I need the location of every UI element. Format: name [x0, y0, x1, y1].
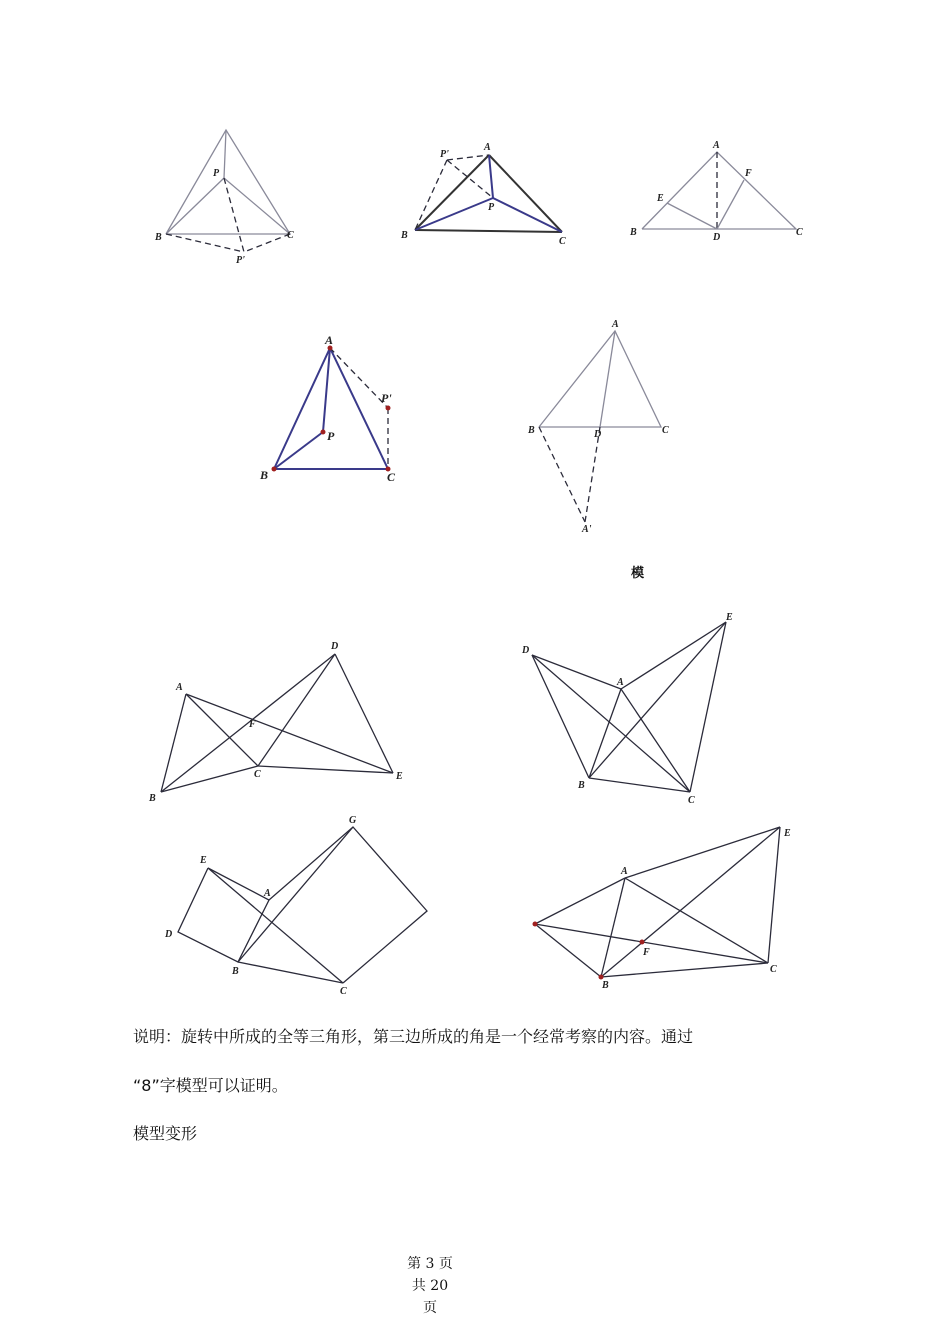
fig5-label-c: C	[662, 425, 669, 436]
fig6-label-f: F	[249, 719, 256, 730]
fig3-label-b: B	[630, 227, 637, 238]
fig4-triangle	[274, 348, 388, 469]
fig4-segment-bp	[274, 432, 323, 469]
fig6-segment-ac	[186, 694, 258, 766]
fig4-dashed-ap	[330, 348, 388, 408]
fig1-segment-bp	[166, 178, 224, 234]
figure-7	[521, 612, 733, 806]
figure-2	[400, 142, 566, 247]
fig4-label-c: C	[387, 470, 396, 484]
fig8-label-c: C	[340, 986, 347, 997]
fig4-label-p: P	[327, 429, 335, 443]
fig1-label-p: P	[213, 168, 220, 179]
footer-page-unit: 页	[423, 1300, 437, 1316]
fig2-segment-bc	[415, 230, 562, 232]
fig7-segment-bd	[589, 622, 726, 778]
figure-5	[527, 319, 669, 535]
fig7-label-c: C	[688, 795, 695, 806]
fig6-segment-bd	[161, 654, 335, 792]
fig6-label-e: E	[396, 771, 403, 782]
fig8-segment-ec	[208, 868, 343, 983]
note-line-1: 说明：旋转中所成的全等三角形，第三边所成的角是一个经常考察的内容。通过	[133, 1027, 694, 1046]
fig5-label-a-prime: A'	[582, 524, 592, 535]
fig6-segment-cd	[258, 654, 335, 766]
fig3-segment-ed	[667, 203, 717, 229]
fig9-label-b: B	[602, 980, 609, 991]
fig7-segment-ad	[621, 622, 726, 689]
fig5-label-d: D	[594, 429, 602, 440]
fig6-segment-ae	[186, 694, 393, 773]
fig8-segment-bc	[238, 962, 343, 983]
fig7-label-e: E	[726, 612, 733, 623]
fig3-label-d: D	[713, 232, 721, 243]
fig6-segment-ce	[258, 766, 393, 773]
fig8-label-e: E	[200, 855, 207, 866]
fig9-label-e: E	[784, 828, 791, 839]
fig4-point-p	[321, 430, 326, 435]
fig8-label-d: D	[165, 929, 173, 940]
fig5-segment-ad	[600, 331, 615, 427]
fig8-square-edab	[178, 868, 269, 962]
fig9-label-c: C	[770, 964, 777, 975]
fig9-point-b	[599, 975, 604, 980]
figure-9	[533, 827, 792, 991]
page-footer	[400, 1253, 460, 1319]
figure-3	[629, 140, 803, 243]
footer-total-pages: 共 20	[411, 1278, 449, 1294]
fig1-label-b: B	[155, 232, 162, 243]
fig1-label-p-prime: P'	[236, 255, 245, 266]
fig7-segment-ab	[589, 689, 621, 778]
fig2-label-p-prime: P'	[440, 149, 449, 160]
fig2-segment-ba	[415, 155, 489, 230]
fig9-segment-db	[535, 924, 601, 977]
fig6-label-c: C	[254, 769, 261, 780]
fig8-label-g: G	[349, 815, 357, 826]
fig1-segment-cp	[224, 178, 290, 234]
fig3-label-a: A	[713, 140, 720, 151]
fig9-segment-ae	[625, 827, 780, 878]
fig9-segment-dc	[535, 924, 768, 963]
fig4-label-p-prime: P'	[381, 391, 392, 405]
fig4-label-a: A	[325, 333, 334, 347]
fig2-segment-cp	[493, 198, 562, 232]
fig7-segment-ec	[532, 655, 690, 792]
fig9-segment-da	[535, 878, 625, 924]
fig2-segment-ap	[489, 155, 493, 198]
fig4-point-b	[272, 467, 277, 472]
fig9-label-f: F	[643, 947, 650, 958]
fig1-dashed-pp	[224, 178, 244, 252]
fig5-triangle	[539, 331, 661, 427]
footer-page-number: 第 3 页	[407, 1256, 453, 1272]
fig3-label-f: F	[745, 168, 752, 179]
fig3-label-e: E	[657, 193, 664, 204]
figure-caption: 模	[631, 566, 645, 581]
figure-1	[154, 130, 294, 266]
fig2-segment-ac	[489, 155, 562, 232]
fig6-label-a: A	[176, 682, 183, 693]
fig2-label-a: A	[484, 142, 491, 153]
fig6-label-d: D	[331, 641, 339, 652]
fig9-segment-bc	[601, 963, 768, 977]
fig2-label-p: P	[488, 202, 495, 213]
fig1-segment-ap	[224, 130, 226, 178]
fig1-label-c: C	[287, 230, 294, 241]
fig2-segment-bp	[415, 198, 493, 230]
fig6-label-b: B	[149, 793, 156, 804]
fig6-segment-de	[335, 654, 393, 773]
fig5-label-b: B	[528, 425, 535, 436]
fig9-point-f	[640, 940, 645, 945]
fig3-segment-fd	[717, 180, 744, 229]
fig2-dashed-ap	[447, 155, 489, 160]
fig7-segment-cd	[690, 622, 726, 792]
fig1-dashed-cp	[244, 234, 290, 252]
fig4-point-p-prime	[386, 406, 391, 411]
fig4-label-b: B	[260, 468, 269, 482]
fig8-label-b: B	[232, 966, 239, 977]
fig9-segment-ab	[601, 878, 625, 977]
fig8-label-a: A	[264, 888, 271, 899]
section-title: 模型变形	[133, 1124, 198, 1143]
fig5-dashed-ba	[539, 427, 585, 522]
fig9-segment-ce	[768, 827, 780, 963]
fig9-point-d	[533, 922, 538, 927]
fig2-dashed-pp	[447, 160, 493, 198]
fig6-segment-bc	[161, 766, 258, 792]
fig7-segment-bc	[589, 778, 690, 792]
fig3-label-c: C	[796, 227, 803, 238]
fig7-label-b: B	[578, 780, 585, 791]
figure-8	[164, 815, 427, 997]
note-line-2: “8”字模型可以证明。	[133, 1076, 288, 1095]
figure-4	[259, 333, 396, 484]
fig5-label-a: A	[612, 319, 619, 330]
fig6-segment-ab	[161, 694, 186, 792]
fig1-dashed-bp	[166, 234, 244, 252]
fig5-dashed-da	[585, 427, 600, 522]
fig7-label-d: D	[522, 645, 530, 656]
fig2-label-c: C	[559, 236, 566, 247]
figure-6	[148, 641, 403, 804]
fig3-triangle	[642, 152, 796, 229]
fig9-label-a: A	[621, 866, 628, 877]
fig8-square-agc	[269, 827, 427, 983]
fig2-label-b: B	[401, 230, 408, 241]
fig7-label-a: A	[617, 677, 624, 688]
